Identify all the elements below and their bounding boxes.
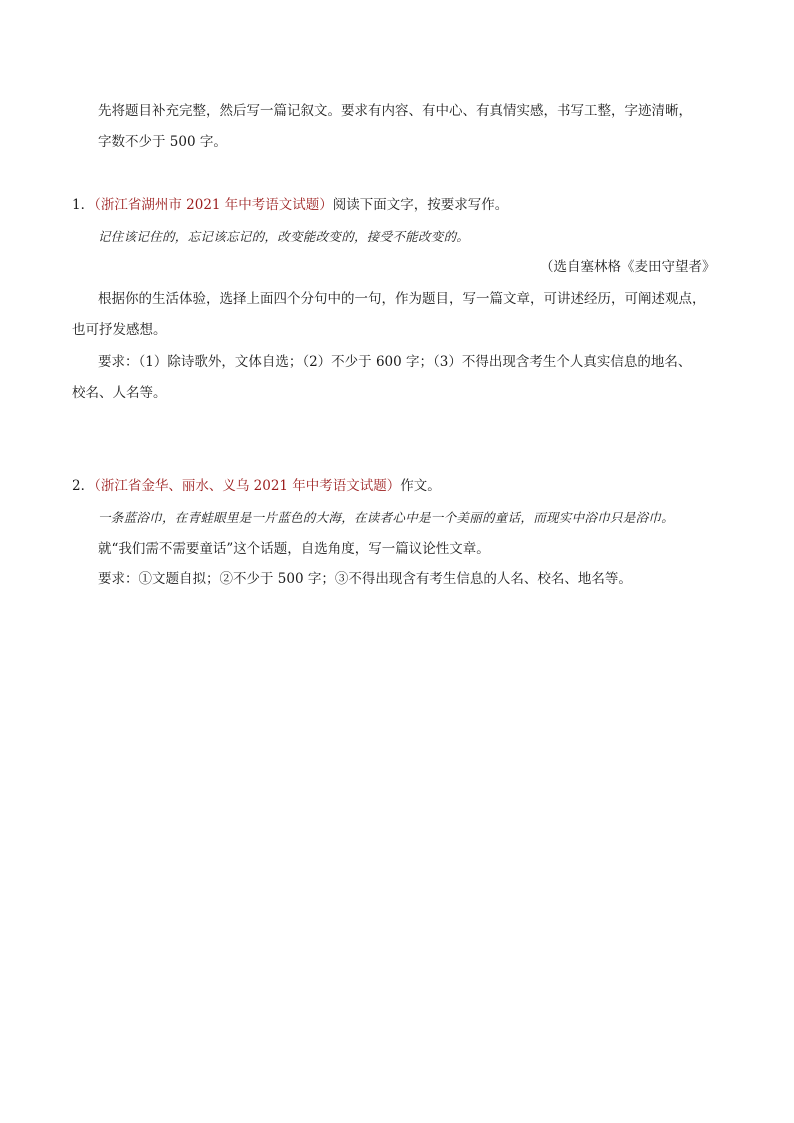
- q1-source: 浙江省湖州市 2021 年中考语文试题: [100, 197, 320, 213]
- intro-line-2: 字数不少于 500 字。: [98, 134, 227, 150]
- q2-heading: [72, 477, 441, 495]
- q1-prompt: 阅读下面文字，按要求写作。: [332, 197, 509, 213]
- q1-body-line-2: 也可抒发感想。: [72, 322, 167, 338]
- q2-requirements-line-1: 要求：①文题自拟；②不少于 500 字；③不得出现含有考生信息的人名、校名、地名等。: [98, 571, 632, 587]
- q2-body-line-1: 就“我们需不需要童话”这个话题，自选角度，写一篇议论性文章。: [98, 541, 490, 557]
- q1-body-line-1: 根据你的生活体验，选择上面四个分句中的一句，作为题目，写一篇文章，可讲述经历，可阐述观点，: [98, 291, 706, 307]
- q2-prompt: 作文。: [400, 478, 441, 494]
- q1-number: 1．: [72, 197, 95, 213]
- q2-paren-close: ）: [386, 478, 401, 494]
- intro-line-1: 先将题目补充完整，然后写一篇记叙文。要求有内容、有中心、有真情实感，书写工整，字迹清晰，: [98, 103, 692, 119]
- q2-paren-open: （: [94, 478, 101, 494]
- q1-requirements-line-2: 校名、人名等。: [72, 385, 167, 401]
- q1-quote: 记住该记住的，忘记该忘记的，改变能改变的，接受不能改变的。: [98, 229, 470, 244]
- q1-requirements-line-1: 要求：（1）除诗歌外，文体自选；（2）不少于 600 字；（3）不得出现含考生个人真实信息的地名、: [98, 354, 692, 370]
- q1-paren-close: ）: [319, 197, 333, 213]
- q2-quote: 一条蓝浴巾，在青蛙眼里是一片蓝色的大海，在读者心中是一个美丽的童话，而现实中浴巾只是浴巾。: [98, 510, 675, 525]
- q1-heading: [72, 196, 508, 214]
- q1-attribution: （选自塞林格《麦田守望者》: [540, 259, 716, 275]
- q2-number: 2．: [72, 478, 95, 494]
- q2-source: 浙江省金华、丽水、义乌 2021 年中考语文试题: [100, 478, 387, 494]
- q1-paren-open: （: [94, 197, 101, 213]
